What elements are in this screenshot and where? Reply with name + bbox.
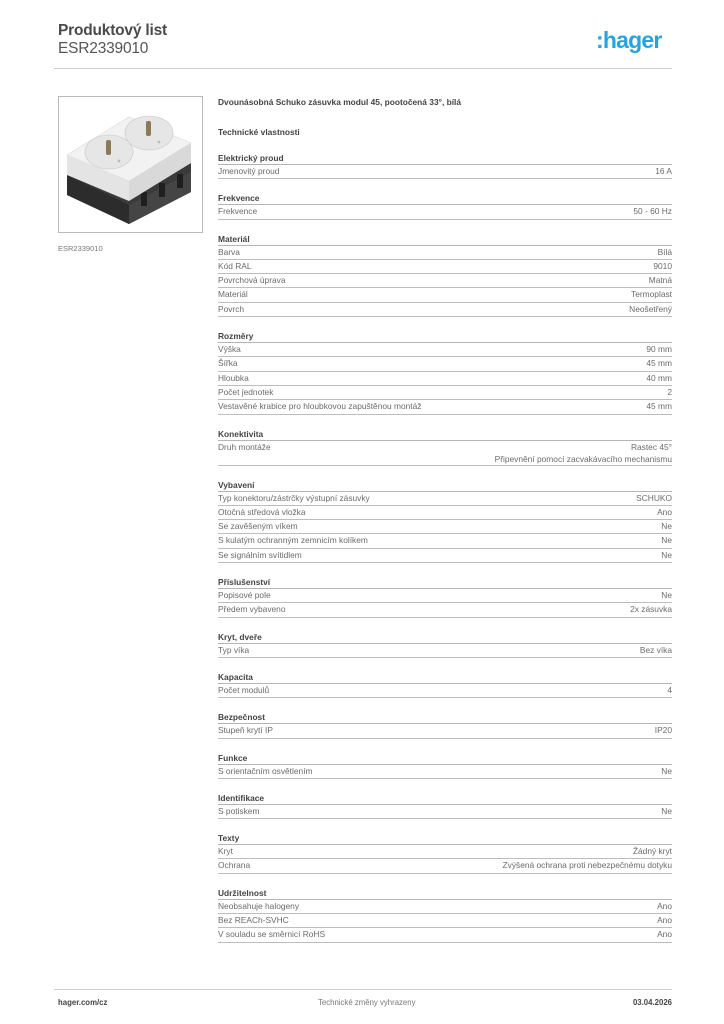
section-title: Příslušenství [218,576,672,589]
spec-label: Se signálním svítidlem [218,549,302,560]
spec-row [218,805,672,819]
spec-label: S potiskem [218,805,260,816]
section-title: Frekvence [218,192,672,205]
footer-date: 03.04.2026 [632,998,672,1007]
spec-value [636,492,672,504]
spec-value-line: Matná [648,275,672,286]
spec-section [218,671,672,698]
spec-value-line: Termoplast [631,289,672,300]
spec-value [653,260,672,272]
spec-value-line: Ne [661,535,672,546]
spec-value [495,441,672,465]
spec-value [657,900,672,912]
spec-value [633,205,672,217]
spec-row [218,165,672,179]
hager-logo: :hager [596,27,662,53]
spec-section [218,330,672,414]
spec-row [218,246,672,260]
spec-value [657,928,672,940]
spec-row [218,765,672,779]
spec-section [218,711,672,738]
section-title: Kryt, dveře [218,631,672,644]
spec-label: Barva [218,246,240,257]
spec-label: Typ víka [218,644,250,655]
section-title: Texty [218,832,672,845]
spec-section [218,233,672,317]
spec-row [218,845,672,859]
spec-label: Povrchová úprava [218,275,286,286]
spec-row [218,928,672,942]
spec-section [218,832,672,874]
spec-row [218,303,672,317]
spec-value [630,603,672,615]
spec-value [657,506,672,518]
document-title: Produktový list [58,22,167,39]
spec-value [661,589,672,601]
spec-label: Kód RAL [218,260,252,271]
spec-label: Se zavěšeným víkem [218,521,298,532]
spec-value [661,765,672,777]
spec-value [631,288,672,300]
spec-row [218,260,672,274]
section-title: Funkce [218,752,672,765]
spec-label: Materiál [218,289,248,300]
spec-row [218,520,672,534]
product-code: ESR2339010 [58,40,149,57]
spec-label: Popisové pole [218,590,271,601]
spec-value [657,914,672,926]
spec-row [218,386,672,400]
section-title: Vybavení [218,479,672,492]
footer-divider [54,989,672,990]
spec-row [218,589,672,603]
spec-row [218,274,672,288]
spec-value-line: Ne [661,521,672,532]
spec-label: S orientačním osvětlením [218,765,313,776]
spec-value [661,549,672,561]
section-title: Bezpečnost [218,711,672,724]
spec-value-line: Ne [661,549,672,560]
section-title: Konektivita [218,428,672,441]
spec-value-line: Bílá [657,246,672,257]
footer-website-link[interactable]: hager.com/cz [58,998,108,1007]
spec-row [218,506,672,520]
spec-value-line: Bez víka [639,644,672,655]
spec-value-line: IP20 [654,725,672,736]
spec-row [218,205,672,219]
section-title: Kapacita [218,671,672,684]
spec-section [218,631,672,658]
spec-value [658,246,672,258]
spec-value-line: Neošetřený [629,303,672,314]
spec-label: Druh montáže [218,441,271,452]
double-socket-illustration [59,97,202,232]
spec-row [218,900,672,914]
spec-label: Neobsahuje halogeny [218,900,300,911]
spec-section [218,428,672,466]
section-title: Identifikace [218,792,672,805]
spec-section [218,576,672,618]
spec-value [646,400,672,412]
spec-section [218,479,672,563]
spec-row [218,400,672,414]
section-title: Materiál [218,233,672,246]
spec-section [218,792,672,819]
spec-label: Počet jednotek [218,386,274,397]
spec-value-line: Ne [661,805,672,816]
spec-label: Stupeň krytí IP [218,725,273,736]
spec-value-line: Ano [657,929,672,940]
spec-value-line: Ano [657,915,672,926]
spec-sections [218,152,672,943]
spec-row [218,357,672,371]
spec-value-line: 9010 [653,260,672,271]
spec-label: Počet modulů [218,684,270,695]
spec-value [503,859,672,871]
spec-value [661,805,672,817]
spec-row [218,441,672,466]
spec-value-line: Ne [661,765,672,776]
spec-section [218,152,672,179]
spec-label: Otočná středová vložka [218,506,306,517]
spec-label: Jmenovitý proud [218,166,280,176]
spec-row [218,549,672,563]
spec-value-line: Připevnění pomocí zacvakávacího mechanismu [494,453,672,464]
spec-value [640,644,672,656]
spec-label: Hloubka [218,372,249,383]
spec-value-line: Žádný kryt [632,846,672,857]
section-title: Rozměry [218,330,672,343]
spec-row [218,372,672,386]
spec-value [629,303,672,315]
document-header [58,22,167,58]
spec-row [218,492,672,506]
spec-value-line: 2x zásuvka [630,604,672,615]
spec-label: Ochrana [218,860,251,871]
spec-value [667,684,672,696]
spec-section [218,887,672,943]
spec-value [655,165,672,177]
spec-label: Šířka [218,358,238,369]
image-caption: ESR2339010 [58,244,103,253]
spec-value-line: 40 mm [646,372,672,383]
spec-value-line: Rastec 45° [630,441,672,452]
spec-row [218,534,672,548]
spec-value-line: Ano [657,506,672,517]
spec-label: Vestavěné krabice pro hloubkovou zapuštěnou montáž [218,401,422,412]
footer-disclaimer: Technické změny vyhrazeny [318,998,416,1007]
spec-value-line: 45 mm [646,401,672,412]
spec-value-line: 2 [667,386,672,397]
spec-value-line: 50 - 60 Hz [633,206,672,217]
spec-value [646,372,672,384]
spec-label: Kryt [218,846,233,857]
spec-value-line: 16 A [655,166,672,176]
spec-section [218,752,672,779]
section-title: Udržitelnost [218,887,672,900]
spec-label: V souladu se směrnicí RoHS [218,929,326,940]
spec-section [218,192,672,219]
spec-value [646,357,672,369]
spec-row [218,914,672,928]
spec-label: Předem vybaveno [218,604,286,615]
spec-value [649,274,672,286]
spec-value [661,534,672,546]
spec-value [646,343,672,355]
product-image [58,96,203,233]
technical-properties-heading: Technické vlastnosti [218,127,300,137]
spec-row [218,644,672,658]
spec-value-line: 4 [667,684,672,695]
spec-value-line: Ne [661,590,672,601]
spec-value-line: SCHUKO [636,492,672,503]
spec-row [218,724,672,738]
spec-value-line: Ano [657,900,672,911]
spec-value-line: Zvýšená ochrana proti nebezpečnému dotyku [502,860,672,871]
header-divider [54,68,672,69]
spec-label: S kulatým ochranným zemnicím kolíkem [218,535,368,546]
section-title: Elektrický proud [218,152,672,165]
spec-label: Bez REACh-SVHC [218,915,289,926]
spec-label: Výška [218,344,241,355]
product-details [218,96,672,943]
spec-row [218,603,672,617]
spec-value [655,724,672,736]
product-description: Dvounásobná Schuko zásuvka modul 45, pootočená 33°, bílá [218,97,462,107]
spec-value-line: 45 mm [646,358,672,369]
spec-label: Povrch [218,303,245,314]
spec-label: Frekvence [218,206,258,217]
spec-row [218,684,672,698]
spec-row [218,859,672,873]
spec-value [633,845,672,857]
spec-value [667,386,672,398]
spec-row [218,288,672,302]
spec-row [218,343,672,357]
spec-value [661,520,672,532]
spec-label: Typ konektoru/zástrčky výstupní zásuvky [218,492,370,503]
spec-value-line: 90 mm [646,344,672,355]
